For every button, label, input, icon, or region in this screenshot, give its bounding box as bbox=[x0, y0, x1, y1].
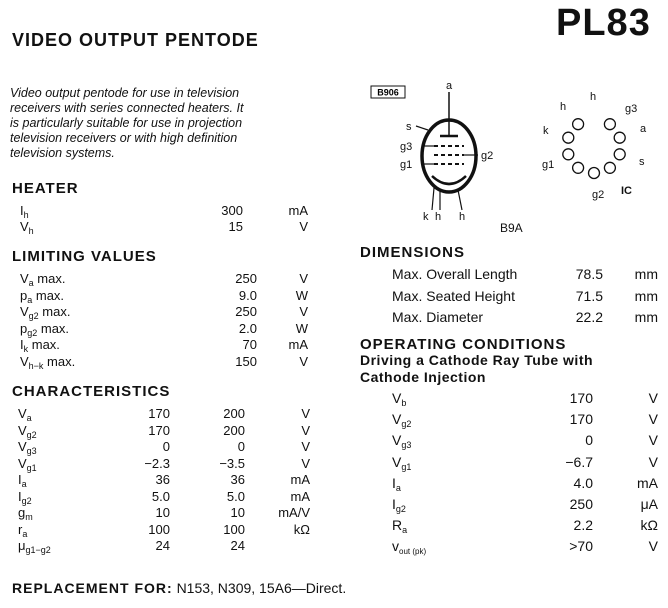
parameter-symbol bbox=[392, 390, 406, 408]
pin-label: g2 bbox=[481, 150, 494, 162]
operating-subheading-line: Driving a Cathode Ray Tube with bbox=[360, 352, 594, 368]
char-unit: kΩ bbox=[293, 521, 310, 537]
symbol-subscript: g2 bbox=[28, 311, 39, 321]
symbol-subscript: a bbox=[21, 479, 27, 489]
intro-line: is particularly suitable for use in projection bbox=[10, 116, 243, 130]
symbol-subscript: k bbox=[23, 344, 29, 354]
symbol-letter: I bbox=[392, 474, 396, 491]
symbol-letter: I bbox=[18, 488, 22, 504]
symbol-subscript: a bbox=[27, 294, 33, 305]
parameter-symbol bbox=[20, 321, 69, 338]
operating-unit: kΩ bbox=[640, 517, 658, 534]
base-pin bbox=[614, 132, 625, 143]
pin-label: h bbox=[435, 211, 442, 223]
type-number: PL83 bbox=[556, 2, 651, 44]
symbol-letter: V bbox=[18, 422, 27, 438]
char-value-1: −2.3 bbox=[144, 455, 170, 471]
char-unit: mA bbox=[290, 488, 310, 504]
pin-label: s bbox=[639, 156, 645, 168]
dimension-value: 71.5 bbox=[575, 287, 603, 304]
pin-label: g1 bbox=[542, 159, 555, 171]
symbol-letter: V bbox=[392, 390, 402, 406]
operating-value: 0 bbox=[585, 432, 593, 449]
char-unit: V bbox=[301, 422, 310, 438]
limiting-unit: W bbox=[295, 320, 308, 336]
dimension-label: Max. Seated Height bbox=[392, 287, 515, 304]
heater-value: 15 bbox=[228, 219, 243, 234]
base-pin bbox=[563, 132, 574, 143]
limiting-heading: LIMITING VALUES bbox=[12, 248, 157, 265]
parameter-symbol bbox=[18, 439, 37, 456]
dimension-label: Max. Diameter bbox=[392, 309, 484, 325]
dimension-unit: mm bbox=[634, 266, 658, 282]
pin-label: g3 bbox=[400, 141, 413, 153]
operating-unit: V bbox=[648, 432, 658, 449]
symbol-subscript: g1 bbox=[401, 461, 412, 472]
symbol-subscript: g1 bbox=[26, 462, 37, 473]
symbol-letter: I bbox=[392, 496, 396, 512]
pin-label: h bbox=[560, 101, 567, 113]
base-pin bbox=[614, 149, 625, 160]
limiting-unit: mA bbox=[288, 337, 308, 352]
symbol-subscript: a bbox=[395, 482, 401, 493]
operating-subheading bbox=[360, 352, 593, 386]
limiting-value: 150 bbox=[235, 353, 257, 369]
heater-unit: mA bbox=[288, 203, 308, 218]
parameter-symbol bbox=[18, 538, 51, 555]
symbol-letter: v bbox=[392, 538, 399, 555]
char-value-2: 10 bbox=[230, 505, 245, 520]
char-value-1: 170 bbox=[148, 422, 170, 438]
base-pin bbox=[563, 149, 574, 160]
char-unit: mA/V bbox=[278, 505, 310, 520]
limiting-value: 2.0 bbox=[238, 320, 257, 336]
char-unit: V bbox=[301, 406, 310, 421]
limiting-value: 70 bbox=[242, 337, 257, 352]
parameter-symbol bbox=[20, 304, 70, 321]
pin-label: k bbox=[423, 211, 429, 223]
dimensions-heading: DIMENSIONS bbox=[360, 244, 466, 261]
parameter-symbol bbox=[18, 522, 27, 539]
pin-label: s bbox=[406, 121, 412, 133]
heater-unit: V bbox=[299, 219, 308, 234]
operating-subheading-line: Cathode Injection bbox=[360, 369, 486, 385]
parameter-symbol bbox=[392, 454, 411, 472]
intro-line: television systems. bbox=[10, 146, 115, 160]
tube-symbol bbox=[416, 92, 478, 210]
parameter-symbol bbox=[20, 288, 64, 305]
replacement-line bbox=[12, 580, 346, 596]
char-value-1: 0 bbox=[162, 439, 170, 454]
parameter-symbol bbox=[392, 475, 401, 493]
limiting-value: 9.0 bbox=[238, 287, 257, 303]
intro-paragraph bbox=[10, 86, 243, 161]
limiting-value: 250 bbox=[235, 304, 257, 319]
operating-unit: V bbox=[648, 538, 658, 555]
limiting-value: 250 bbox=[235, 271, 257, 286]
heater-value: 300 bbox=[221, 203, 243, 218]
char-value-2: 100 bbox=[223, 521, 245, 537]
base-pin bbox=[604, 119, 615, 130]
symbol-subscript: g2 bbox=[395, 504, 406, 514]
char-value-2: 200 bbox=[223, 406, 245, 421]
pin-label: a bbox=[445, 80, 453, 92]
symbol-letter: r bbox=[18, 521, 23, 537]
char-value-2: 200 bbox=[223, 422, 245, 438]
char-value-1: 5.0 bbox=[151, 488, 170, 504]
base-pin bbox=[604, 162, 615, 173]
limiting-unit: W bbox=[295, 287, 308, 303]
operating-unit: V bbox=[648, 390, 658, 406]
parameter-symbol bbox=[18, 505, 33, 522]
limiting-unit: V bbox=[299, 304, 308, 319]
char-value-1: 24 bbox=[155, 538, 170, 553]
parameter-symbol bbox=[20, 354, 75, 371]
symbol-letter: V bbox=[18, 439, 27, 454]
base-connection-diagram bbox=[360, 80, 660, 240]
pin-label: h bbox=[459, 211, 466, 223]
pin-label: a bbox=[640, 123, 647, 135]
symbol-subscript: m bbox=[25, 512, 33, 522]
symbol-letter: V bbox=[18, 406, 27, 421]
symbol-subscript: out (pk) bbox=[399, 547, 427, 557]
char-unit: mA bbox=[290, 472, 310, 487]
parameter-symbol bbox=[18, 406, 32, 423]
char-value-2: 0 bbox=[237, 439, 245, 454]
pin-label: g3 bbox=[625, 103, 638, 115]
symbol-subscript: g3 bbox=[26, 446, 37, 456]
operating-value: 2.2 bbox=[573, 517, 593, 534]
operating-value: −6.7 bbox=[565, 453, 593, 470]
char-value-1: 10 bbox=[155, 505, 170, 520]
symbol-subscript: b bbox=[401, 398, 407, 408]
parameter-symbol bbox=[18, 472, 27, 489]
operating-value: 250 bbox=[569, 496, 593, 512]
operating-unit: μA bbox=[640, 496, 658, 512]
operating-value: >70 bbox=[569, 538, 593, 555]
dimension-value: 22.2 bbox=[575, 309, 603, 325]
symbol-letter: μ bbox=[18, 538, 26, 553]
symbol-suffix: max. bbox=[43, 353, 76, 369]
symbol-suffix: max. bbox=[37, 320, 70, 336]
operating-value: 170 bbox=[569, 411, 593, 428]
operating-unit: V bbox=[648, 453, 658, 470]
base-type: B9A bbox=[500, 221, 523, 235]
symbol-subscript: a bbox=[402, 525, 408, 536]
diagram-code: B906 bbox=[377, 87, 399, 98]
symbol-suffix: max. bbox=[38, 304, 71, 319]
base-pin-view bbox=[563, 119, 625, 179]
symbol-letter: V bbox=[392, 432, 402, 449]
symbol-letter: V bbox=[18, 455, 27, 471]
operating-unit: V bbox=[648, 411, 658, 428]
parameter-symbol bbox=[392, 496, 406, 514]
parameter-symbol bbox=[392, 411, 411, 429]
limiting-unit: V bbox=[299, 353, 308, 369]
char-value-2: 36 bbox=[230, 472, 245, 487]
symbol-subscript: h−k bbox=[28, 360, 44, 371]
char-unit: V bbox=[301, 439, 310, 454]
intro-line: receivers with series connected heaters. It bbox=[10, 101, 244, 115]
page-title: VIDEO OUTPUT PENTODE bbox=[12, 30, 259, 50]
base-pin bbox=[589, 168, 600, 179]
dimension-unit: mm bbox=[634, 309, 658, 325]
symbol-subscript: g1−g2 bbox=[25, 545, 51, 555]
symbol-subscript: g2 bbox=[401, 419, 412, 430]
parameter-symbol bbox=[20, 271, 65, 288]
char-unit: V bbox=[301, 455, 310, 471]
symbol-letter: I bbox=[20, 337, 24, 352]
parameter-symbol bbox=[18, 456, 37, 473]
symbol-subscript: a bbox=[28, 278, 34, 288]
pin-label: g1 bbox=[400, 159, 413, 171]
parameter-symbol bbox=[18, 489, 32, 506]
symbol-letter: V bbox=[20, 304, 29, 319]
heater-heading: HEATER bbox=[12, 180, 79, 197]
dimension-unit: mm bbox=[634, 287, 658, 304]
base-pin bbox=[573, 162, 584, 173]
operating-unit: mA bbox=[637, 474, 658, 491]
operating-value: 170 bbox=[569, 390, 593, 406]
parameter-symbol bbox=[392, 538, 426, 556]
symbol-subscript: g2 bbox=[26, 429, 37, 440]
parameter-symbol bbox=[392, 432, 411, 450]
symbol-suffix: max. bbox=[32, 287, 65, 303]
pin-label: k bbox=[543, 125, 549, 137]
pin-label: h bbox=[590, 91, 597, 103]
parameter-symbol bbox=[20, 203, 29, 220]
base-pin bbox=[573, 119, 584, 130]
symbol-letter: V bbox=[392, 411, 402, 428]
symbol-subscript: a bbox=[22, 528, 28, 539]
symbol-letter: V bbox=[392, 453, 402, 470]
limiting-unit: V bbox=[299, 271, 308, 286]
pin-label: g2 bbox=[592, 189, 605, 201]
char-value-2: 5.0 bbox=[226, 488, 245, 504]
parameter-symbol bbox=[20, 337, 60, 354]
parameter-symbol bbox=[392, 517, 407, 535]
symbol-letter: p bbox=[20, 287, 28, 303]
operating-value: 4.0 bbox=[573, 474, 593, 491]
intro-line: television receivers or with high definition bbox=[10, 131, 238, 145]
symbol-letter: g bbox=[18, 505, 26, 520]
symbol-letter: I bbox=[20, 203, 24, 218]
symbol-letter: V bbox=[20, 353, 29, 369]
symbol-subscript: g2 bbox=[27, 327, 38, 338]
char-value-2: 24 bbox=[230, 538, 245, 553]
symbol-subscript: a bbox=[26, 413, 32, 423]
symbol-subscript: g2 bbox=[21, 495, 32, 506]
operating-heading: OPERATING CONDITIONS bbox=[360, 336, 567, 353]
symbol-subscript: g3 bbox=[401, 440, 412, 451]
char-value-1: 36 bbox=[155, 472, 170, 487]
pin-label: IC bbox=[621, 185, 632, 197]
symbol-letter: V bbox=[20, 271, 29, 286]
symbol-letter: p bbox=[20, 320, 28, 336]
dimension-value: 78.5 bbox=[575, 266, 603, 282]
symbol-subscript: h bbox=[28, 226, 34, 236]
symbol-letter: V bbox=[20, 219, 29, 234]
char-value-1: 170 bbox=[148, 406, 170, 421]
replacement-text: N153, N309, 15A6—Direct. bbox=[176, 580, 347, 596]
char-value-1: 100 bbox=[148, 521, 170, 537]
parameter-symbol bbox=[20, 219, 34, 236]
replacement-label: REPLACEMENT FOR: bbox=[12, 580, 173, 596]
symbol-suffix: max. bbox=[33, 271, 66, 286]
dimension-label: Max. Overall Length bbox=[392, 266, 518, 282]
char-value-2: −3.5 bbox=[219, 455, 245, 471]
intro-line: Video output pentode for use in television bbox=[10, 86, 240, 100]
symbol-letter: R bbox=[392, 517, 403, 534]
symbol-subscript: h bbox=[23, 210, 29, 220]
parameter-symbol bbox=[18, 423, 37, 440]
characteristics-heading: CHARACTERISTICS bbox=[12, 383, 171, 400]
symbol-suffix: max. bbox=[28, 337, 60, 352]
symbol-letter: I bbox=[18, 472, 22, 487]
